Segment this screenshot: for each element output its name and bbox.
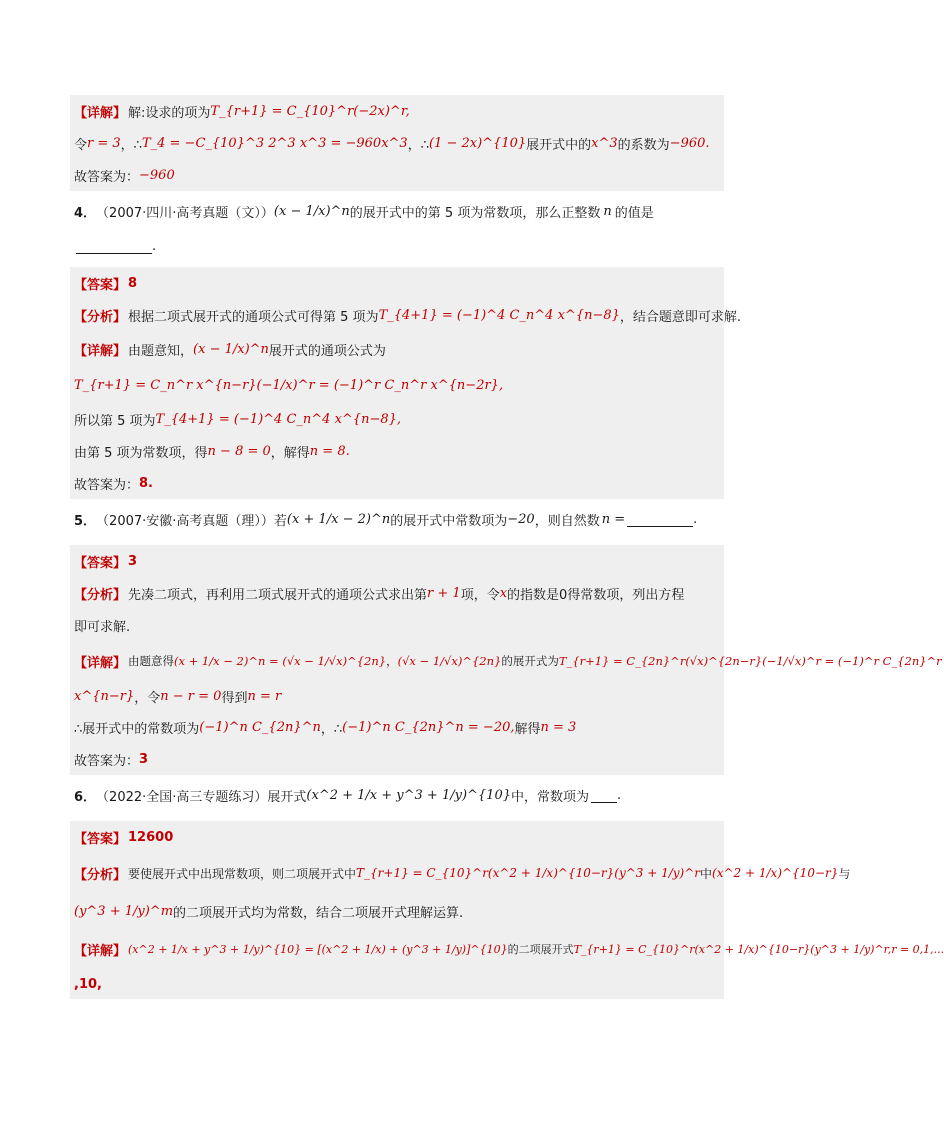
answer-line: 故答案为： 3 [74,751,149,769]
answer-value: 8. [139,475,153,491]
detail-line: 【详解】 (x^2 + 1/x + y^3 + 1/y)^{10} = [(x^2 + 1/x) + (y^3 + 1/y)]^{10} 的二项展开式 T_{r+1} = C_{10}^r(x^2 + 1/x)^{10−r}(y^3 + 1/y)^r,r = 0,1,... [70,929,724,969]
question-number: 5． [74,513,97,529]
answer-value: −960 [139,167,175,183]
answer-line [70,267,724,299]
answer-tag: 【答案】 [74,277,127,293]
answer-line [70,821,724,853]
math-expression: T_{r+1} = C_{10}^r(−2x)^r, [210,103,410,119]
question-6: 6． （2022·全国·高三专题练习） 展开式 (x^2 + 1/x + y^3 + 1/y)^{10} 中，常数项为 . [74,787,622,805]
answer-line: 故答案为： 8. [74,475,153,493]
page-content [70,95,944,999]
answer-tag: 【答案】 [74,831,127,847]
analysis-line: 【分析】 要使展开式中出现常数项，则二项展开式中 T_{r+1} = C_{10}^r(x^2 + 1/x)^{10−r}(y^3 + 1/y)^r 中 (x^2 + 1/x)^{10−r} 与 [70,853,724,893]
detail-tag: 【详解】 [74,943,127,959]
question-source: （2007·安徽·高考真题（理）） [96,513,274,529]
answer-value: 3 [139,751,149,767]
question-number: 4． [74,205,97,221]
detail-tag: 【详解】 [74,105,127,121]
math-expression: (x^2 + 1/x + y^3 + 1/y)^{10} [306,787,511,803]
detail-line: 所以第 5 项为 T_{4+1} = (−1)^4 C_n^4 x^{n−8}, [74,411,402,429]
question-number: 6． [74,789,97,805]
question-source: （2007·四川·高考真题（文）） [96,205,274,221]
analysis-line: 【分析】 先凑二项式，再利用二项式展开式的通项公式求出第 r + 1 项，令 x 的指数是0得常数项，列出方程 [74,585,685,603]
solution-block-4 [70,267,742,499]
answer-value: 12600 [128,829,174,845]
answer-value: 8 [128,275,138,291]
question-4: 4． （2007·四川·高考真题（文）） (x − 1/x)^n 的展开式中的第 5 项为常数项，那么正整数 n 的值是 . [74,203,654,254]
analysis-tag: 【分析】 [74,309,127,325]
detail-line: 【详解】 由题意知， (x − 1/x)^n 展开式的通项公式为 [74,341,386,359]
answer-line [70,545,724,577]
detail-line: 【详解】 解:设求的项为 T_{r+1} = C_{10}^r(−2x)^r, [74,103,410,121]
analysis-line: (y^3 + 1/y)^m 的二项展开式均为常数，结合二项展开式理解运算. [74,903,464,921]
detail-line: ,10, [74,976,102,992]
question-source: （2022·全国·高三专题练习） [96,789,268,805]
solution-block-5 [70,545,942,775]
answer-blank[interactable] [627,512,693,527]
solution-block-6 [70,821,944,999]
detail-tag: 【详解】 [74,655,127,671]
detail-line: x^{n−r} ，令 n − r = 0 得到 n = r [74,688,282,706]
math-expression: (x − 1/x)^n [273,203,350,219]
analysis-tag: 【分析】 [74,867,127,883]
answer-line: 故答案为： −960 [74,167,175,185]
answer-value: 3 [128,553,138,569]
analysis-line: 【分析】 根据二项式展开式的通项公式可得第 5 项为 T_{4+1} = (−1)^4 C_n^4 x^{n−8} ，结合题意即可求解. [74,307,742,325]
detail-line: ∴展开式中的常数项为 (−1)^n C_{2n}^n ，∴ (−1)^n C_{2n}^n = −20, 解得 n = 3 [74,719,577,737]
answer-tag: 【答案】 [74,555,127,571]
detail-line: T_{r+1} = C_n^r x^{n−r}(−1/x)^r = (−1)^r C_n^r x^{n−2r}, [74,377,504,393]
answer-blank[interactable] [591,788,617,803]
detail-line: 令 r = 3 ，∴ T_4 = −C_{10}^3 2^3 x^3 = −960x^3 ，∴ (1 − 2x)^{10} 展开式中的 x^3 的系数为 −960. [74,135,710,153]
analysis-tag: 【分析】 [74,587,127,603]
detail-line: 由第 5 项为常数项，得 n − 8 = 0 ，解得 n = 8. [74,443,350,461]
detail-tag: 【详解】 [74,343,127,359]
analysis-line: 即可求解. [74,619,131,635]
question-5: 5． （2007·安徽·高考真题（理）） 若 (x + 1/x − 2)^n 的展开式中常数项为 −20 ，则自然数 n = . [74,511,698,529]
answer-blank[interactable] [76,239,152,254]
math-expression: (x + 1/x − 2)^n [286,511,391,527]
detail-line: 【详解】 由题意得 (x + 1/x − 2)^n = (√x − 1/√x)^{2n} ， (√x − 1/√x)^{2n} 的展开式为 T_{r+1} = C_{2n}^r(√x)^{2n−r}(−1/√x)^r = (−1)^r C_{2n}^r [70,641,724,681]
solution-block-3 [70,95,724,191]
